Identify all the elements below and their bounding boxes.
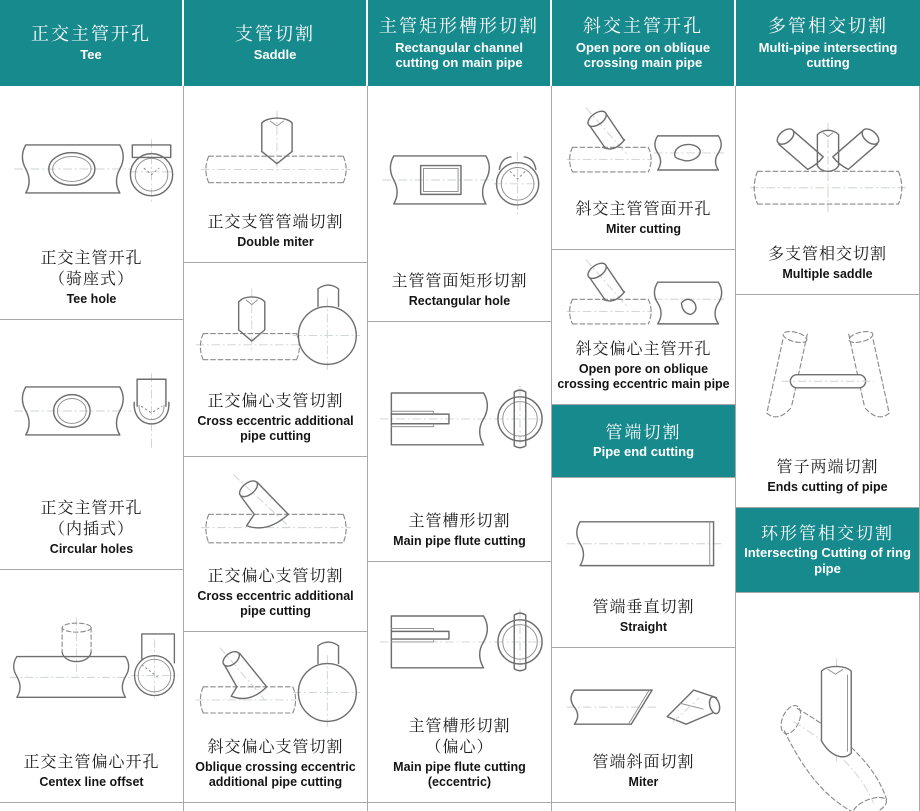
caption-zh: 管端斜面切割 — [592, 754, 695, 772]
caption-en: Cross eccentric additional pipe cutting — [197, 589, 354, 618]
caption-zh: 正交主管开孔 — [40, 500, 143, 518]
header-en: Multi-pipe intersecting cutting — [758, 39, 898, 71]
column-header-rectangular-channel — [368, 0, 552, 86]
cell-double-miter — [184, 86, 367, 263]
cross-eccentric-drawing-2 — [184, 457, 367, 567]
flute-cutting-eccentric-drawing — [368, 562, 551, 717]
section-en: Pipe end cutting — [592, 444, 695, 460]
column-multi-pipe — [736, 86, 920, 811]
caption-en: Main pipe flute cutting (eccentric) — [393, 760, 526, 789]
caption-zh: 管子两端切割 — [776, 459, 879, 477]
centex-offset-drawing — [0, 570, 183, 753]
caption-zh: 正交主管开孔 — [40, 250, 143, 268]
column-header-saddle — [184, 0, 368, 86]
column-header-tee — [0, 0, 184, 86]
caption-en: Open pore on oblique crossing eccentric main pipe — [557, 362, 730, 391]
rectangular-hole-drawing — [368, 86, 551, 272]
cell-flute-cutting — [368, 322, 551, 562]
caption-en: Cross eccentric additional pipe cutting — [197, 414, 354, 443]
cell-straight-cut — [552, 478, 735, 648]
cell-flute-cutting-eccentric — [368, 562, 551, 803]
column-tee — [0, 86, 184, 811]
caption-zh2: （内插式） — [48, 521, 134, 539]
cell-centex-line-offset — [0, 570, 183, 803]
caption-zh: 主管槽形切割 — [408, 513, 511, 531]
cell-oblique-eccentric-open-pore — [552, 250, 735, 405]
cell-circular-holes — [0, 320, 183, 570]
column-oblique-open-pore — [552, 86, 736, 811]
header-zh: 斜交主管开孔 — [583, 16, 703, 37]
caption-en: Miter — [628, 775, 659, 789]
header-en: Rectangular channel cutting on main pipe — [395, 39, 523, 71]
caption-en: Ends cutting of pipe — [767, 480, 888, 494]
header-zh: 正交主管开孔 — [31, 23, 151, 44]
caption-zh: 斜交偏心主管开孔 — [575, 341, 712, 359]
section-pipe-end-cutting — [552, 405, 735, 478]
cell-oblique-eccentric — [184, 632, 367, 803]
column-saddle — [184, 86, 368, 811]
cell-cross-eccentric-2 — [184, 457, 367, 632]
header-zh: 多管相交切割 — [768, 16, 888, 37]
miter-end-cut-drawing — [552, 648, 735, 753]
caption-en: Main pipe flute cutting — [393, 534, 526, 548]
caption-en: Tee hole — [66, 292, 117, 306]
column-header-multi-pipe — [736, 0, 920, 86]
caption-zh: 主管管面矩形切割 — [391, 273, 528, 291]
cell-multiple-saddle — [736, 86, 919, 295]
straight-cut-drawing — [552, 478, 735, 598]
oblique-eccentric-drawing — [184, 632, 367, 738]
section-zh: 管端切割 — [605, 423, 682, 443]
double-miter-drawing — [184, 86, 367, 213]
header-en: Tee — [80, 47, 102, 63]
column-rectangular-channel — [368, 86, 552, 811]
caption-en: Rectangular hole — [408, 294, 511, 308]
cell-cross-eccentric-1 — [184, 263, 367, 457]
caption-zh: 多支管相交切割 — [767, 246, 887, 264]
ends-cutting-drawing — [736, 295, 919, 458]
caption-en: Double miter — [237, 235, 314, 249]
cell-ends-cutting — [736, 295, 919, 508]
caption-zh: 斜交偏心支管切割 — [207, 739, 344, 757]
column-header-oblique-open-pore — [552, 0, 736, 86]
caption-en: Straight — [619, 620, 668, 634]
caption-zh2: （骑座式） — [48, 271, 134, 289]
cell-rectangular-hole — [368, 86, 551, 322]
section-zh: 环形管相交切割 — [761, 524, 894, 544]
caption-zh: 斜交主管管面开孔 — [575, 201, 712, 219]
caption-en: Centex line offset — [39, 775, 144, 789]
caption-zh: 正交主管偏心开孔 — [23, 754, 160, 772]
cell-ring-pipe-drawing — [736, 593, 919, 811]
caption-en: Multiple saddle — [782, 267, 873, 281]
cell-miter-end-cut — [552, 648, 735, 803]
header-zh: 支管切割 — [235, 23, 315, 44]
header-row — [0, 0, 920, 86]
tee-hole-drawing — [0, 86, 183, 249]
caption-en: Circular holes — [49, 542, 134, 556]
circular-holes-drawing — [0, 320, 183, 499]
cell-miter-cutting — [552, 86, 735, 250]
multiple-saddle-drawing — [736, 86, 919, 245]
section-en: Intersecting Cutting of ring pipe — [744, 545, 911, 577]
header-zh: 主管矩形槽形切割 — [379, 16, 539, 37]
caption-zh2: （偏心） — [425, 739, 494, 757]
cross-eccentric-drawing-1 — [184, 263, 367, 392]
caption-en: Miter cutting — [605, 222, 681, 236]
cell-tee-hole — [0, 86, 183, 320]
caption-zh: 主管槽形切割 — [408, 718, 511, 736]
flute-cutting-drawing — [368, 322, 551, 512]
caption-zh: 正交偏心支管切割 — [207, 568, 344, 586]
caption-en: Oblique crossing eccentric additional pipe cutting — [195, 760, 356, 789]
caption-zh: 正交偏心支管切割 — [207, 393, 344, 411]
header-en: Open pore on oblique crossing main pipe — [575, 39, 711, 71]
section-ring-pipe-cutting — [736, 508, 919, 593]
caption-zh: 管端垂直切割 — [592, 599, 695, 617]
header-en: Saddle — [253, 47, 297, 63]
miter-cutting-drawing — [552, 86, 735, 200]
ring-pipe-intersect-drawing — [736, 593, 919, 811]
caption-zh: 正交支管管端切割 — [207, 214, 344, 232]
oblique-eccentric-open-pore-drawing — [552, 250, 735, 340]
